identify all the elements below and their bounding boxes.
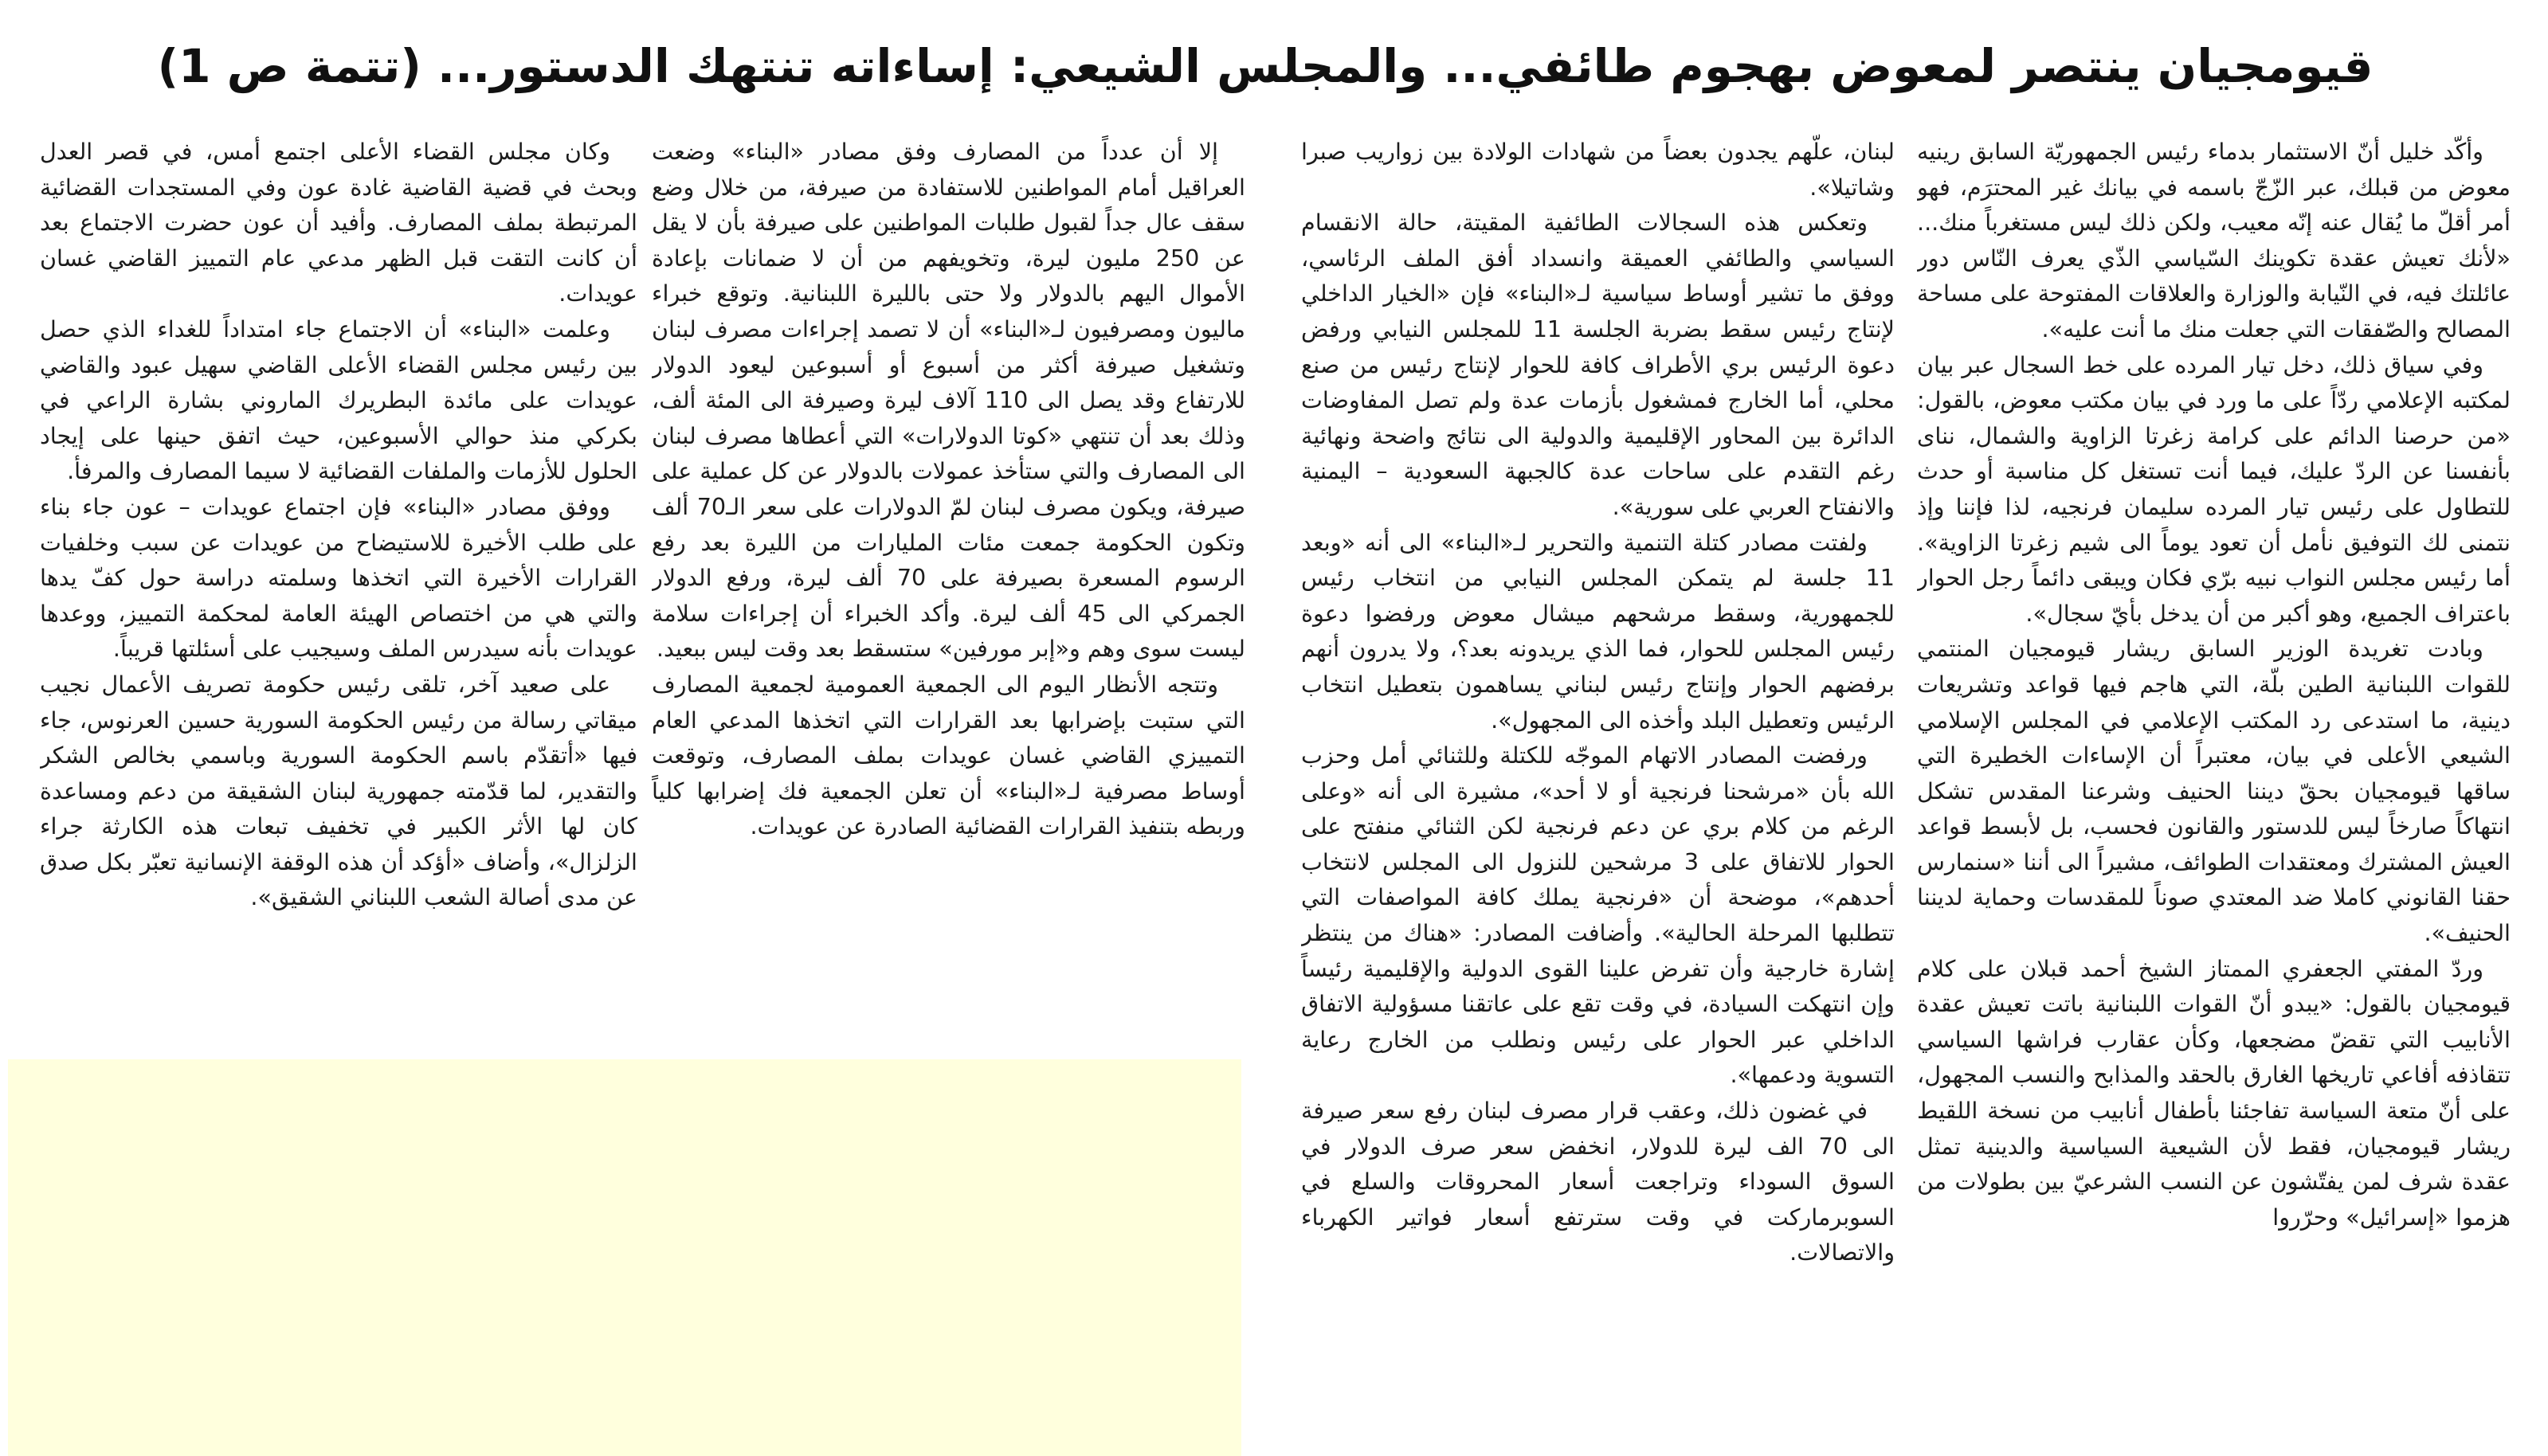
paragraph: إلا أن عدداً من المصارف وفق مصادر «البناء» وضعت العراقيل أمام المواطنين للاستفادة من صيرفة، من خلال وضع سقف عال جداً لقبول طلبات المواطنين على صيرفة بأن لا يقل عن 250 مليون ليرة، وتخويفهم من أن لا ضمانات بإعادة الأموال اليهم بالدولار ولا حتى بالليرة اللبنانية. وتوقع خبراء ماليون ومصرفيون لـ«البناء» أن لا تصمد إجراءات مصرف لبنان وتشغيل صيرفة أكثر من أسبوع أو أسبوعين ليعود الدولار للارتفاع وقد يصل الى 110 آلاف ليرة وصيرفة الى المئة ألف، وذلك بعد أن تنتهي «كوتا الدولارات» التي أعطاها مصرف لبنان الى المصارف والتي ستأخذ عمولات بالدولار عن كل عملية على صيرفة، ويكون مصرف لبنان لمّ الدولارات على سعر الـ70 ألف وتكون الحكومة جمعت مئات المليارات من الليرة بعد رفع الرسوم المسعرة بصيرفة على 70 ألف ليرة، ورفع الدولار الجمركي الى 45 ألف ليرة. وأكد الخبراء أن إجراءات سلامة ليست سوى وهم و«إبر مورفين» ستسقط بعد وقت ليس ببعيد. (652, 138, 1245, 663)
paragraph: ولفتت مصادر كتلة التنمية والتحرير لـ«البناء» الى أنه «وبعد 11 جلسة لم يتمكن المجلس النيابي من انتخاب رئيس للجمهورية، وسقط مرشحهم ميشال معوض ورفضوا دعوة رئيس المجلس للحوار، فما الذي يريدونه بعد؟، ولا يدرون أنهم برفضهم الحوار وإنتاج رئيس لبناني يساهمون بتعطيل انتخاب الرئيس وتعطيل البلد وأخذه الى المجهول». (1301, 528, 1895, 734)
paragraph: ووفق مصادر «البناء» فإن اجتماع عويدات – عون جاء بناء على طلب الأخيرة للاستيضاح من عويدات عن سبب وخلفيات القرارات الأخيرة التي اتخذها وسلمته دراسة حول كفّ يدها والتي هي من اختصاص الهيئة العامة لمحكمة التمييز، ووعدها عويدات بأنه سيدرس الملف وسيجيب على أسئلتها قريباً. (40, 492, 637, 663)
paragraph: في غضون ذلك، وعقب قرار مصرف لبنان رفع سعر صيرفة الى 70 الف ليرة للدولار، انخفض سعر صرف الدولار في السوق السوداء وتراجعت أسعار المحروقات والسلع في السوبرماركت في وقت سترتفع أسعار فواتير الكهرباء والاتصالات. (1301, 1097, 1895, 1266)
paragraph: وأكّد خليل أنّ الاستثمار بدماء رئيس الجمهوريّة السابق رينيه معوض من قبلك، عبر الزّجّ باسمه في بيانك غير المحترَم، فهو أمر أقلّ ما يُقال عنه إنّه معيب، ولكن ذلك ليس مستغرباً منك... «لأنك تعيش عقدة تكوينك السّياسي الذّي يعرف النّاس دور عائلتك فيه، في النّيابة والوزارة والعلاقات المفتوحة على مساحة المصالح والصّفقات التي جعلت منك ما أنت عليه». (1917, 138, 2511, 342)
paragraph: وكان مجلس القضاء الأعلى اجتمع أمس، في قصر العدل وبحث في قضية القاضية غادة عون وفي المستجدات القضائية المرتبطة بملف المصارف. وأفيد أن عون حضرت الاجتماع بعد أن كانت التقت قبل الظهر مدعي عام التمييز القاضي غسان عويدات. (40, 138, 637, 307)
article-column-3 (652, 134, 1245, 1050)
paragraph: وتتجه الأنظار اليوم الى الجمعية العمومية لجمعية المصارف التي ستبت بإضرابها بعد القرارات التي اتخذها المدعي العام التمييزي القاضي غسان عويدات بملف المصارف، وتوقعت أوساط مصرفية لـ«البناء» أن تعلن الجمعية فك إضرابها كلياً وربطه بتنفيذ القرارات القضائية الصادرة عن عويدات. (652, 670, 1245, 840)
paragraph: وبادت تغريدة الوزير السابق ريشار قيومجيان المنتمي للقوات اللبنانية الطين بلّة، التي هاجم فيها قواعد وتشريعات دينية، ما استدعى رد المكتب الإعلامي في المجلس الإسلامي الشيعي الأعلى في بيان، معتبراً أن الإساءات الخطيرة التي ساقها قيومجيان بحقّ ديننا الحنيف وشرعنا المقدس تشكل انتهاكاً صارخاً ليس للدستور والقانون فحسب، بل لأبسط قواعد العيش المشترك ومعتقدات الطوائف، مشيراً الى أننا «سنمارس حقنا القانوني كاملا ضد المعتدي صوناً للمقدسات وحماية لديننا الحنيف». (1917, 635, 2511, 947)
paragraph: على صعيد آخر، تلقى رئيس حكومة تصريف الأعمال نجيب ميقاتي رسالة من رئيس الحكومة السورية حسين العرنوس، جاء فيها «أتقدّم باسم الحكومة السورية وباسمي بخالص الشكر والتقدير، لما قدّمته جمهورية لبنان الشقيقة من دعم ومساعدة كان لها الأثر الكبير في تخفيف تبعات هذه الكارثة جراء الزلزال»، وأضاف «أؤكد أن هذه الوقفة الإنسانية تعبّر بكل صدق عن مدى أصالة الشعب اللبناني الشقيق». (40, 670, 637, 911)
paragraph: وتعكس هذه السجالات الطائفية المقيتة، حالة الانقسام السياسي والطائفي العميقة وانسداد أفق الملف الرئاسي، ووفق ما تشير أوساط سياسية لـ«البناء» فإن «الخيار الداخلي لإنتاج رئيس سقط بضربة الجلسة 11 للمجلس النيابي ورفض دعوة الرئيس بري الأطراف كافة للحوار لإنتاج رئيس من صنع محلي، أما الخارج فمشغول بأزمات عدة ولم تصل المفاوضات الدائرة بين المحاور الإقليمية والدولية الى نتائج واضحة ونهائية رغم التقدم على ساحات عدة كالجبهة السعودية – اليمنية والانفتاح العربي على سورية». (1301, 209, 1895, 520)
paragraph: لبنان، علّهم يجدون بعضاً من شهادات الولادة بين زواريب صبرا وشاتيلا». (1301, 138, 1895, 201)
ad-space-box (8, 1059, 1241, 1456)
paragraph: وفي سياق ذلك، دخل تيار المرده على خط السجال عبر بيان لمكتبه الإعلامي ردّاً على ما ورد في بيان مكتب معوض، بالقول: «من حرصنا الدائم على كرامة زغرتا الزاوية والشمال، نناى بأنفسنا عن الردّ عليك، فيما أنت تستغل كل مناسبة أو حدث للتطاول على رئيس تيار المرده سليمان فرنجيه، لذا فإننا وإذ نتمنى لك التوفيق نأمل أن تعود يوماً الى شيم زغرتا الزاوية». أما رئيس مجلس النواب نبيه برّي فكان ويبقى دائماً رجل الحوار باعتراف الجميع، وهو أكبر من أن يدخل بأيّ سجال». (1917, 350, 2511, 627)
paragraph: ورفضت المصادر الاتهام الموجّه للكتلة وللثنائي أمل وحزب الله بأن «مرشحنا فرنجية أو لا أحد»، مشيرة الى أنه «وعلى الرغم من كلام بري عن دعم فرنجية لكن الثنائي منفتح على الحوار للاتفاق على 3 مرشحين للنزول الى المجلس لانتخاب أحدهم»، موضحة أن «فرنجية يملك كافة المواصفات التي تتطلبها المرحلة الحالية». وأضافت المصادر: «هناك من ينتظر إشارة خارجية وأن تفرض علينا القوى الدولية والإقليمية رئيساً وإن انتهكت السيادة، في وقت تقع على عاتقنا مسؤولية الاتفاق الداخلي عبر الحوار على رئيس ونطلب من الخارج رعاية التسوية ودعمها». (1301, 742, 1895, 1089)
paragraph: وعلمت «البناء» أن الاجتماع جاء امتداداً للغداء الذي حصل بين رئيس مجلس القضاء الأعلى القاضي سهيل عبود والقاضي عويدات على مائدة البطريرك الماروني بشارة الراعي في بكركي منذ حوالي الأسبوعين، حيث اتفق حينها على إيجاد الحلول للأزمات والملفات القضائية لا سيما المصارف والمرفأ. (40, 315, 637, 485)
article-headline: قيومجيان ينتصر لمعوض بهجوم طائفي... والمجلس الشيعي: إساءاته تنتهك الدستور... (تتمة ص 1) (157, 39, 2374, 93)
article-column-1 (1917, 134, 2511, 1440)
article-column-2 (1301, 134, 1895, 1440)
paragraph: وردّ المفتي الجعفري الممتاز الشيخ أحمد قبلان على كلام قيومجيان بالقول: «يبدو أنّ القوات اللبنانية باتت تعيش عقدة الأنابيب التي تقضّ مضجعها، وكأن عقارب فراشها السياسي تتقاذفه أفاعي تاريخها الغارق بالحقد والمذابح والنسب المجهول، على أنّ متعة السياسة تفاجئنا بأطفال أنابيب من نسخة اللقيط ريشار قيومجيان، فقط لأن الشيعية السياسية والدينية تمثل عقدة شرف لمن يفتّشون عن النسب الشرعيّ بين بطولات من هزموا «إسرائيل» وحرّروا (1917, 954, 2511, 1231)
article-column-4 (40, 134, 637, 1050)
